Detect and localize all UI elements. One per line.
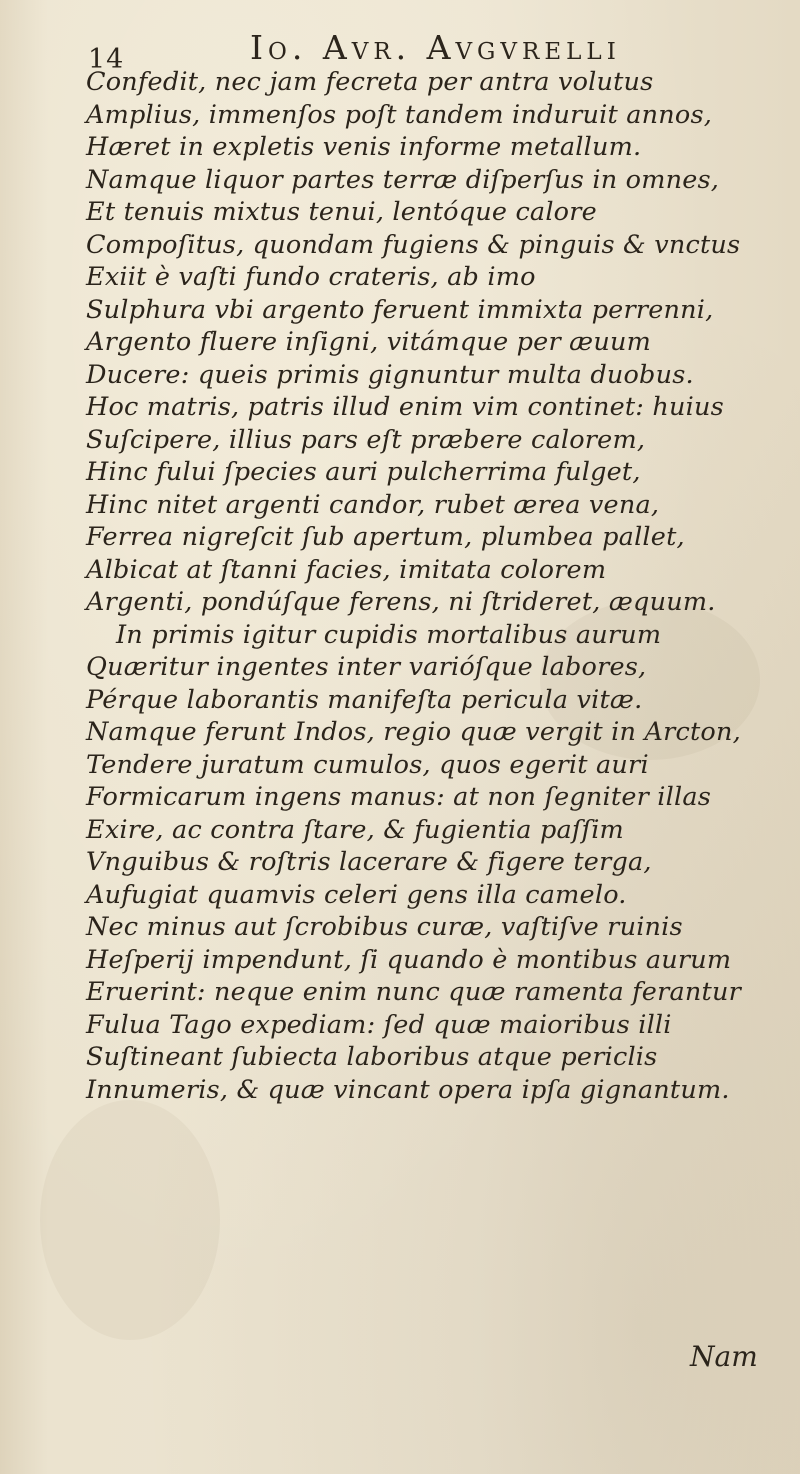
verse-line: Ducere: queis primis gignuntur multa duobus. — [86, 359, 694, 390]
verse-line: Albicat at ſtanni facies, imitata colorem — [86, 554, 607, 585]
verse-line: Suſcipere, illius pars eſt præbere calorem, — [86, 424, 646, 455]
verse-line: Amplius, immenſos poſt tandem induruit annos, — [86, 99, 713, 130]
verse-line: Tendere juratum cumulos, quos egerit auri — [86, 749, 649, 780]
verse-line: Exiit è vaſti fundo crateris, ab imo — [86, 262, 536, 292]
verse-line: Sulphura vbi argento feruent immixta perrenni, — [86, 294, 714, 325]
verse-line: Compoſitus, quondam fugiens & pinguis & vnctus — [86, 229, 741, 260]
verse-line: Exire, ac contra ſtare, & fugientia paſſim — [86, 814, 624, 845]
verse-line: Argento fluere inſigni, vitámque per æuum — [86, 327, 651, 357]
paper-stain — [40, 1100, 220, 1340]
verse-line: Nec minus aut ſcrobibus curæ, vaſtiſve ruinis — [86, 912, 683, 942]
verse-line: Fulua Tago expediam: ſed quæ maioribus illi — [86, 1009, 672, 1040]
verse-line: Hæret in expletis venis informe metallum. — [86, 132, 642, 162]
page-header — [80, 14, 660, 75]
verse-line: Aufugiat quamvis celeri gens illa camelo. — [86, 879, 627, 910]
verse-line: Formicarum ingens manus: at non ſegniter illas — [86, 782, 712, 812]
verse-line: Eruerint: neque enim nunc quæ ramenta ferantur — [86, 977, 741, 1007]
verse-line: Namque liquor partes terræ diſperſus in omnes, — [86, 164, 720, 195]
poem-text — [86, 66, 766, 1106]
verse-line: Argenti, pondúſque ferens, ni ſtrideret, æquum. — [86, 587, 716, 617]
verse-line: Innumeris, & quæ vincant opera ipſa gignantum. — [86, 1074, 730, 1105]
verse-line: Heſperij impendunt, ſi quando è montibus aurum — [86, 944, 732, 975]
verse-line: Hinc fului ſpecies auri pulcherrima fulget, — [86, 457, 641, 487]
verse-line: Suſtineant ſubiecta laboribus atque periclis — [86, 1042, 658, 1072]
page-number: 14 — [88, 44, 125, 75]
verse-line: Confedit, nec jam fecreta per antra volutus — [86, 67, 654, 97]
verse-line: Vnguibus & roſtris lacerare & figere terga, — [86, 847, 652, 877]
verse-line: Et tenuis mixtus tenui, lentóque calore — [86, 197, 597, 227]
verse-line: Quæritur ingentes inter varióſque labores, — [86, 652, 647, 682]
verse-line: In primis igitur cupidis mortalibus aurum — [116, 619, 662, 650]
verse-line: Namque ferunt Indos, regio quæ vergit in Arcton, — [86, 717, 741, 747]
verse-line: Hoc matris, patris illud enim vim continet: huius — [86, 392, 724, 422]
running-head: Io. Avr. Avgvrelli — [250, 28, 621, 67]
verse-line: Pérque laborantis manifeſta pericula vitæ. — [86, 684, 643, 715]
verse-line: Hinc nitet argenti candor, rubet ærea vena, — [86, 489, 660, 520]
catchword: Nam — [690, 1340, 758, 1373]
verse-line: Ferrea nigreſcit ſub apertum, plumbea pallet, — [86, 522, 685, 552]
